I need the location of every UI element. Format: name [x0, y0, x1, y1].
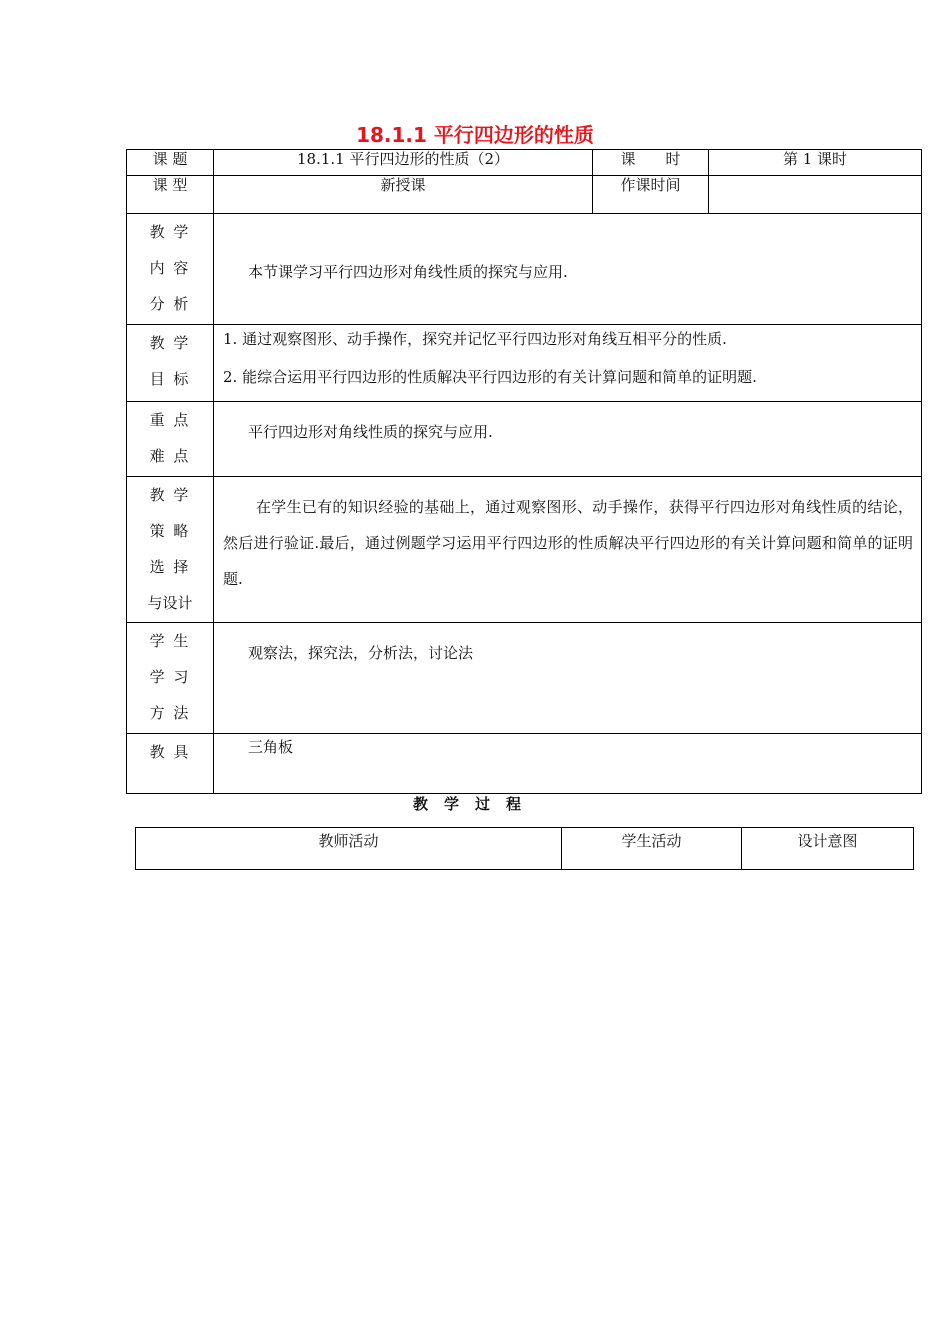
period-value: 第 1 课时 — [709, 150, 922, 176]
type-row — [127, 176, 922, 214]
strategy-value: 在学生已有的知识经验的基础上，通过观察图形、动手操作，获得平行四边形对角线性质的结论，然后进行验证.最后，通过例题学习运用平行四边形的性质解决平行四边形的有关计算问题和简单的证明题. — [214, 477, 922, 623]
process-title: 教学过程 — [412, 795, 537, 813]
homework-value — [709, 176, 922, 214]
content-value: 本节课学习平行四边形对角线性质的探究与应用. — [214, 214, 922, 325]
topic-row — [127, 150, 922, 176]
period-label: 课 时 — [593, 150, 709, 176]
topic-label: 课 题 — [127, 150, 214, 176]
goals-label: 教 学 目 标 — [127, 325, 214, 402]
tools-row — [127, 734, 922, 794]
content-row — [127, 214, 922, 325]
tools-value: 三角板 — [214, 734, 922, 794]
type-label: 课 型 — [127, 176, 214, 214]
goal-item: 2. 能综合运用平行四边形的性质解决平行四边形的有关计算问题和简单的证明题. — [223, 368, 757, 386]
lesson-info-table — [126, 149, 922, 794]
design-intent-header: 设计意图 — [742, 828, 914, 870]
goal-item: 1. 通过观察图形、动手操作，探究并记忆平行四边形对角线互相平分的性质. — [223, 330, 727, 348]
keypoints-label: 重 点 难 点 — [127, 402, 214, 477]
keypoints-value: 平行四边形对角线性质的探究与应用. — [214, 402, 922, 477]
tools-label: 教 具 — [127, 734, 214, 794]
strategy-row — [127, 477, 922, 623]
topic-value: 18.1.1 平行四边形的性质（2） — [214, 150, 593, 176]
method-label: 学 生 学 习 方 法 — [127, 623, 214, 734]
content-label: 教 学 内 容 分 析 — [127, 214, 214, 325]
goals-row — [127, 325, 922, 402]
goals-list — [214, 325, 922, 402]
homework-label: 作课时间 — [593, 176, 709, 214]
teacher-activity-header: 教师活动 — [136, 828, 562, 870]
strategy-label: 教 学 策 略 选 择 与设计 — [127, 477, 214, 623]
keypoints-row — [127, 402, 922, 477]
process-table — [135, 827, 914, 870]
type-value: 新授课 — [214, 176, 593, 214]
method-row — [127, 623, 922, 734]
process-header-row — [136, 828, 914, 870]
student-activity-header: 学生活动 — [562, 828, 742, 870]
document-title: 18.1.1 平行四边形的性质 — [356, 123, 594, 147]
method-value: 观察法，探究法，分析法，讨论法 — [214, 623, 922, 734]
